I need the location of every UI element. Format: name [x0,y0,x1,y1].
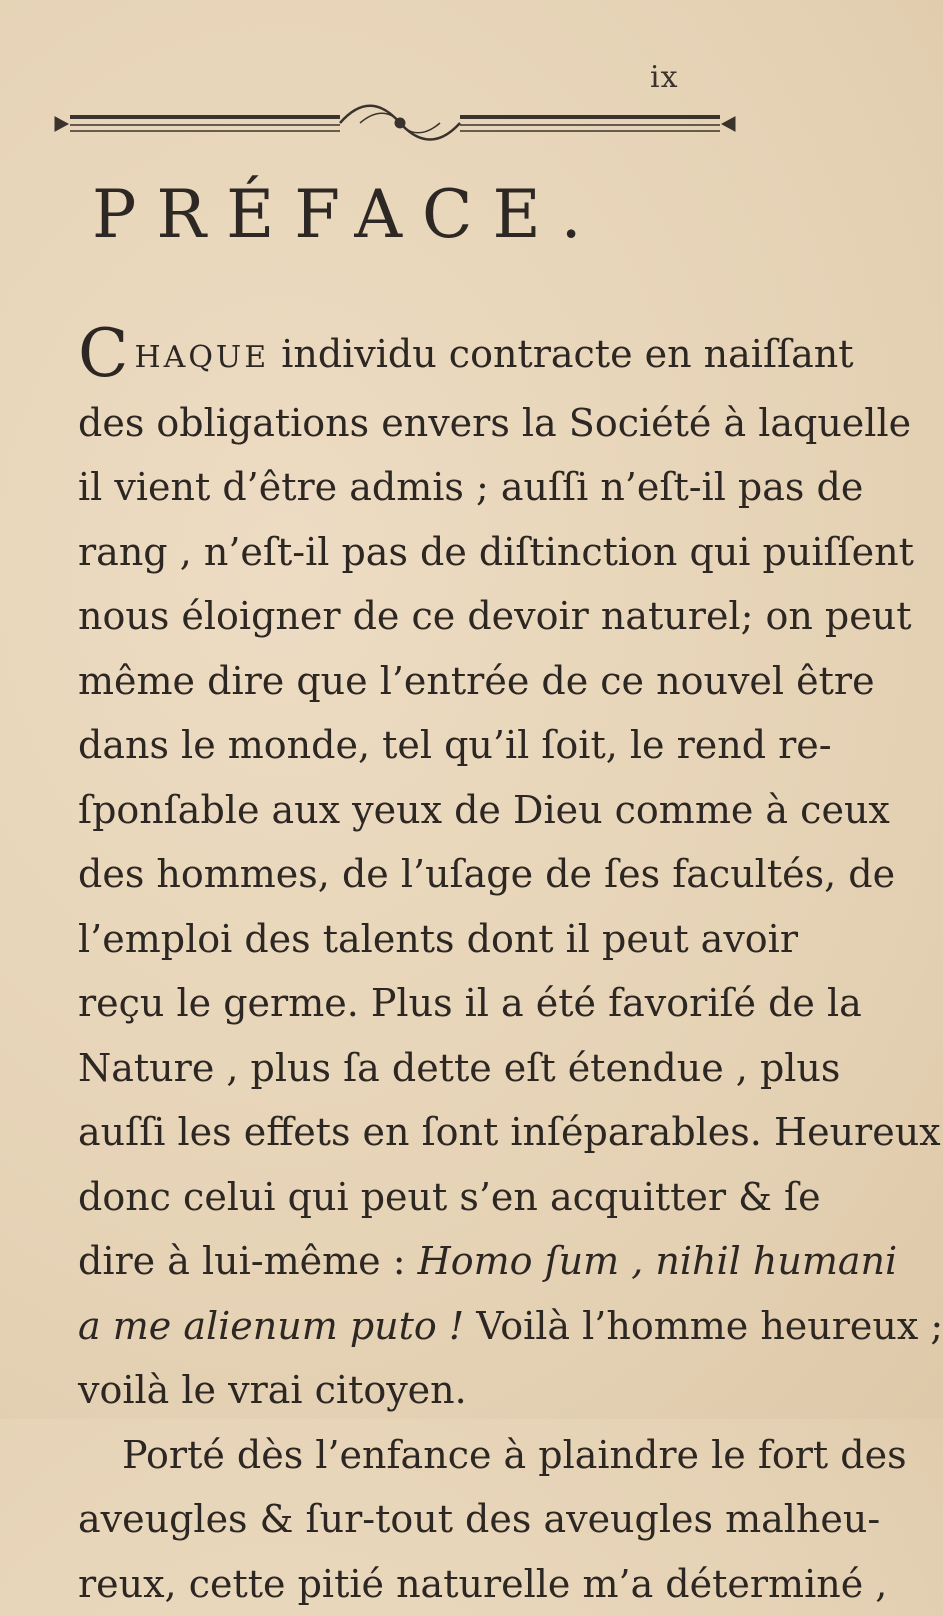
text-line: reux, cette pitié naturelle m’a déterminé , [78,1552,740,1616]
text-line: des obligations envers la Société à laquelle [78,391,740,456]
text-line: aveugles & ſur-tout des aveugles malheu- [78,1487,740,1552]
text-line: il vient d’être admis ; auſſi n’eſt-il pas de [78,455,740,520]
page-number: ix [650,60,679,95]
chapter-title: PRÉFACE. [92,176,692,253]
text-line: même dire que l’entrée de ce nouvel être [78,649,740,714]
text-line: auſſi les effets en ſont inſéparables. Heureux [78,1100,740,1165]
text-line: a me alienum puto ! Voilà l’homme heureux ; [78,1294,740,1359]
header-ornament [40,95,740,155]
text-line: rang , n’eſt-il pas de diſtinction qui puiſſent [78,520,740,585]
text-line: ſponſable aux yeux de Dieu comme à ceux [78,778,740,843]
text-line: nous éloigner de ce devoir naturel; on peut [78,584,740,649]
text-line: CHAQUE individu contracte en naiſſant [78,322,740,391]
text-line: donc celui qui peut s’en acquitter & ſe [78,1165,740,1230]
paragraph-1 [78,322,740,1423]
text-line: Porté dès l’enfance à plaindre le fort des [78,1423,740,1488]
text-line: des hommes, de l’uſage de ſes facultés, de [78,842,740,907]
small-caps: HAQUE [135,340,270,375]
drop-cap: C [78,326,129,382]
latin-quote: Homo ſum , nihil humani [418,1239,898,1283]
text-line: l’emploi des talents dont il peut avoir [78,907,740,972]
latin-quote-end: a me alienum puto ! [78,1304,464,1348]
paragraph-2 [78,1423,740,1616]
body-text [78,322,740,1616]
text-line: reçu le germe. Plus il a été favoriſé de la [78,971,740,1036]
text-line: voilà le vrai citoyen. [78,1358,740,1423]
text-line: Nature , plus ſa dette eſt étendue , plus [78,1036,740,1101]
text-line: dans le monde, tel qu’il ſoit, le rend re- [78,713,740,778]
text-line: dire à lui-même : Homo ſum , nihil humani [78,1229,740,1294]
